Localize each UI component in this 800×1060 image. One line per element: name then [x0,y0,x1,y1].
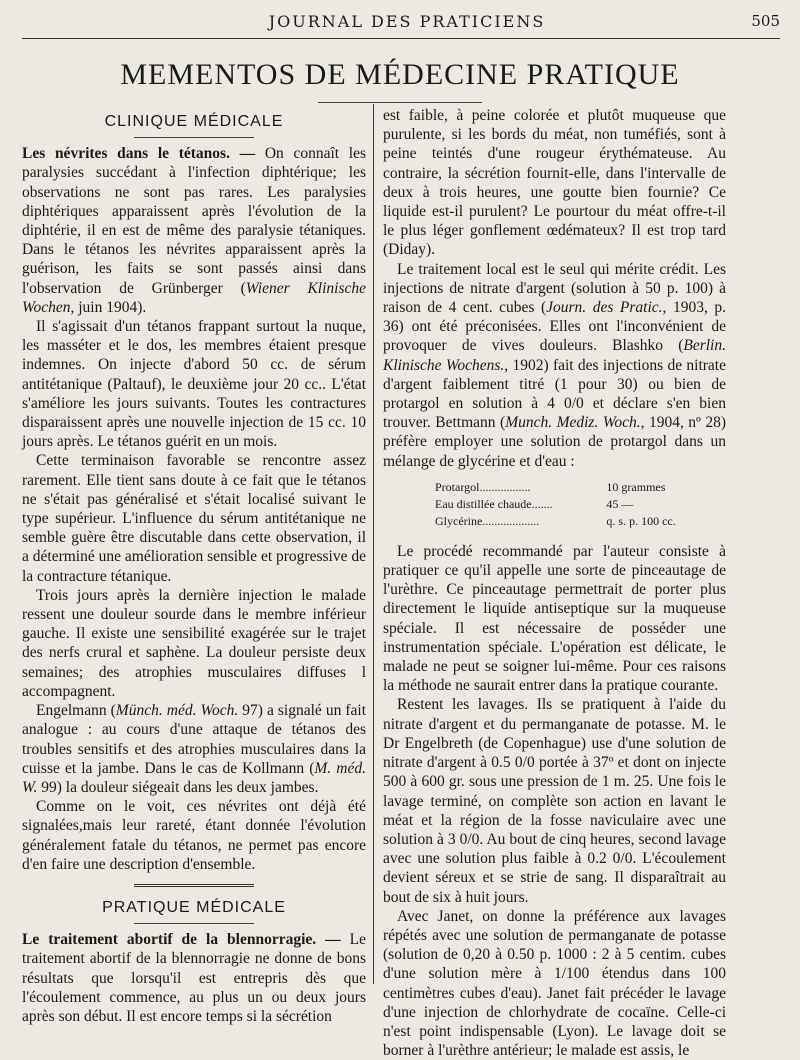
paragraph: Il s'agissait d'un tétanos frappant surtout la nuque, les masséter et le dos, les membres étaient presque indemnes. On injecte d'abord 50 cc. de sérum antitétanique (Paltauf), le deuxième jour 20 cc.. L'état s'améliore les jours suivants. Toutes les contractures disparaissent après une nouvelle injection de 15 cc. 10 jours après. Le tétanos guérit en un mois. [22,318,366,451]
paragraph: Comme on le voit, ces névrites ont déjà été signalées,mais leur rareté, étant donnée l'évolution généralement fatale du tétanos, ne permet pas encore d'en faire une description d'ensemble. [22,798,366,873]
formula-row: Glycérine................... q. s. p. 100 cc. [435,513,676,528]
right-column [383,106,726,1060]
citation: Journ. des Pratic. [546,299,663,317]
main-title: MEMENTOS DE MÉDECINE PRATIQUE [120,58,680,91]
citation: Munch. Mediz. Woch. [505,414,641,432]
formula-row: Protargol................. 10 grammes [435,479,666,494]
paragraph: Cette terminaison favorable se rencontre assez rarement. Elle tient sans doute à ce fait que le tétanos ne s'était pas généralisé et s'était localisé suivant le type supérieur. L'influence du sérum antitétanique ne semble guère être discutable dans cette observation, il a déterminé une amélioration sensible et progressive de la contracture tétanique. [22,452,366,585]
paragraph: Le traitement abortif de la blennorragie. — Le traitement abortif de la blennorragie ne donne de bons résultats que lorsqu'il est entrepris dès que l'écoulement commence, au plus un ou deux jours après son début. Il est encore temps si la sécrétion [22,931,366,1025]
citation: M. méd. W. [22,759,366,796]
formula-row: Eau distillée chaude....... 45 — [435,496,634,511]
header-rule [22,38,780,39]
left-column [22,106,366,1026]
column-divider [373,104,374,984]
paragraph: Restent les lavages. Ils se pratiquent à l'aide du nitrate d'argent et du permanganate de potasse. M. le Dr Engelbreth (de Copenhague) use d'une solution de nitrate d'argent à 0.5 0/0 portée à 37º et dont on injecte 500 à 600 gr. sous une pression de 1 m. 25. Une fois le lavage terminé, on complète son action en lavant le méat et la région de la fosse naviculaire avec une solution à 3 0/0. Au bout de cinq heures, second lavage avec une solution plus faible à 0.2 0/0. L'écoulement devient séreux et se strie de sang. Il disparaîtrait au bout de six à huit jours. [383,696,726,906]
section-heading-clinique: CLINIQUE MÉDICALE [104,113,284,130]
paragraph: Les névrites dans le tétanos. — On connaît les paralysies succédant à l'infection diphtérique; les observations ne sont pas rares. Les paralysies diphtériques apparaissent après l'évolution de la diphtérie, il en est de même des paralysie tétaniques. Dans le tétanos les névrites apparaissent après la guérison, les faits se sont passés ainsi dans l'observation de Grünberger (Wiener Klinische Wochen, juin 1904). [22,145,366,316]
article-title: Les névrites dans le tétanos. — [22,145,256,163]
paragraph: Engelmann (Münch. méd. Woch. 97) a signalé un fait analogue : au cours d'une attaque de tétanos des troubles sensitifs et des atrophies musculaires dans la cuisse et la jambe. Dans le cas de Kollmann (M. méd. W. 99) la douleur siégeait dans les deux jambes. [22,702,366,796]
paragraph: est faible, à peine colorée et plutôt muqueuse que purulente, si les bords du méat, non tuméfiés, sont à peine teintés d'une rougeur érythémateuse. Au contraire, la sécrétion fournit-elle, dans l'intervalle de deux à trois heures, une goutte bien fournie? Ce liquide est-il purulent? Le pourtour du méat offre-t-il le plus léger gonflement œdémateux? Il est trop tard (Diday). [383,107,726,259]
article-title: Le traitement abortif de la blennorragie. — [22,931,341,949]
section-separator [134,884,254,890]
paragraph: Le traitement local est le seul qui mérite crédit. Les injections de nitrate d'argent (solution à 50 p. 100) à raison de 4 cent. cubes (Journ. des Pratic., 1903, p. 36) ont été préconisées. Elles ont l'inconvénient de provoquer de vives douleurs. Blashko (Berlin. Klinische Wochens., 1902) fait des injections de nitrate d'argent faiblement titré (1 pour 30) ou bien de protargol en solution à 4 0/0 et déclare s'en bien trouver. Bettmann (Munch. Mediz. Woch., 1904, nº 28) préfère employer une solution de protargol dans un mélange de glycérine et d'eau : [383,260,726,470]
journal-title: JOURNAL DES PRATICIENS [268,12,546,31]
section-heading-pratique: PRATIQUE MÉDICALE [102,898,286,916]
prescription-formula [383,479,726,530]
paragraph: Trois jours après la dernière injection le malade ressent une douleur sourde dans le membre inférieur gauche. Il existe une sensibilité exagérée sur le trajet des nerfs crural et saphène. La douleur persiste deux semaines; des atrophies musculaires diffuses l accompagnent. [22,586,366,700]
title-rule [318,102,482,103]
paragraph: Avec Janet, on donne la préférence aux lavages répétés avec une solution de permanganate de potasse (solution de 0,20 à 0.50 p. 1000 : 2 à 5 centim. cubes d'une solution mère à 1/100 étendus dans 100 centimètres cubes d'eau). Janet fait précéder le lavage d'une injection de chlorhydrate de cocaïne. Celle-ci n'est point indispensable (Lyon). Le lavage doit se borner à l'urèthre antérieur; le malade est assis, le [383,907,726,1060]
citation: Berlin. Klinische Wochens. [383,337,726,374]
paragraph: Le procédé recommandé par l'auteur consiste à pratiquer ce qu'il appelle une sorte de pinceautage de l'urèthre. Ce pinceautage permettrait de porter plus directement le liquide antiseptique sur la muqueuse spéciale. Il est nécessaire de posséder une instrumentation spéciale. L'opération est délicate, le malade ne peut se soigner lui-même. Pour ces raisons la méthode ne saurait entrer dans la pratique courante. [383,542,726,695]
citation: Wiener Klinische Wochen [22,279,366,316]
citation: Münch. méd. Woch. [115,702,239,720]
page-number: 505 [751,12,780,30]
running-header [34,12,780,34]
